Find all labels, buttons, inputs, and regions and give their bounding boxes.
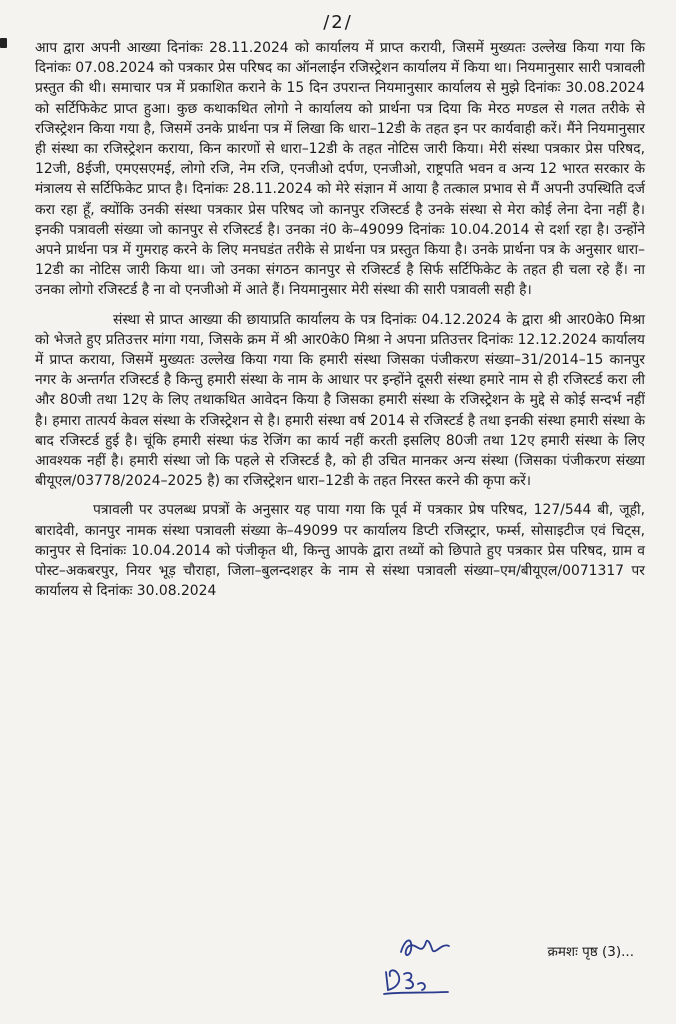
page-number: /2/ [323, 12, 353, 33]
document-body [35, 38, 645, 610]
margin-mark [0, 38, 7, 48]
signature-initials-2 [378, 962, 453, 1000]
signature-initials-1 [395, 930, 455, 964]
paragraph-2: संस्था से प्राप्त आख्या की छायाप्रति कार्यालय के पत्र दिनांकः 04.12.2024 के द्वारा श्री आर0के0 मिश्रा को भेजते हुए प्रतिउत्तर मांगा गया, जिसके क्रम में श्री आर0के0 मिश्रा ने अपना प्रतिउत्तर दिनांकः 12.12.2024 कार्यालय में प्राप्त कराया, जिसमें मुख्यतः उल्लेख किया गया कि हमारी संस्था जिसका पंजीकरण संख्या–31/2014–15 कानपुर नगर के अन्तर्गत रजिस्टर्ड है किन्तु हमारी संस्था के नाम के आधार पर इन्होंने दूसरी संस्था हमारे नाम से ही रजिस्टर्ड करा ली और 80जी तथा 12ए के लिए तथाकथित आवेदन किया है जिसका हमारी संस्था के रजिस्ट्रेशन के मुद्दे से कोई सन्दर्भ नहीं है। हमारा तात्पर्य केवल संस्था के रजिस्ट्रेशन से है। हमारी संस्था वर्ष 2014 से रजिस्टर्ड है तथा इनकी संस्था हमारी संस्था के बाद रजिस्टर्ड हुई है। चूंकि हमारी संस्था फंड रेजिंग का कार्य नहीं करती इसलिए 80जी तथा 12ए हमारी संस्था के लिए आवश्यक नहीं है। हमारी संस्था जो कि पहले से रजिस्टर्ड है, को ही उचित मानकर अन्य संस्था (जिसका पंजीकरण संख्या बीयूएल/03778/2024–2025 है) का रजिस्ट्रेशन धारा–12डी के तहत निरस्त करने की कृपा करें। [35, 311, 645, 490]
paragraph-1: आप द्वारा अपनी आख्या दिनांकः 28.11.2024 को कार्यालय में प्राप्त करायी, जिसमें मुख्यतः उल्लेख किया गया कि दिनांकः 07.08.2024 को पत्रकार प्रेस परिषद का ऑनलाईन रजिस्ट्रेशन कार्यालय में किया था। नियमानुसार सारी पत्रावली प्रस्तुत की थी। समाचार पत्र में प्रकाशित कराने के 15 दिन उपरान्त नियमानुसार कार्यालय से मुझे दिनांकः 30.08.2024 को सर्टिफिकेट प्राप्त हुआ। कुछ कथाकथित लोगो ने कार्यालय को प्रार्थना पत्र दिया कि मेरठ मण्डल से गलत तरीके से रजिस्ट्रेशन किया गया है, जिसमें उनके प्रार्थना पत्र में लिखा कि धारा–12डी के तहत इन पर कार्यवाही करें। मैंने नियमानुसार ही संस्था का रजिस्ट्रेशन कराया, किन कारणों से धारा–12डी के तहत नोटिस जारी किया। मेरी संस्था पत्रकार प्रेस परिषद, 12जी, 8ईजी, एमएसएमई, लोगो रजि, नेम रजि, एनजीओ दर्पण, एनजीओ, राष्ट्रपति भवन व अन्य 12 भारत सरकार के मंत्रालय से सर्टिफिकेट प्राप्त है। दिनांकः 28.11.2024 को मेरे संज्ञान में आया है तत्काल प्रभाव से मैं अपनी उपस्थिति दर्ज करा रहा हूँ, क्योंकि उनकी संस्था पत्रकार प्रेस परिषद जो कानपुर रजिस्टर्ड है उनके संस्था से मेरा कोई लेना देना नहीं है। इनकी पत्रावली संख्या जो कानपुर से रजिस्टर्ड है। उनका नं0 के–49099 दिनांकः 10.04.2014 से दर्शा रहा है। उन्होंने अपने प्रार्थना पत्र में गुमराह करने के लिए मनघडंत तरीके से प्रार्थना पत्र प्रस्तुत किया है। उनके प्रार्थना पत्र के अनुसार धारा–12डी का नोटिस जारी किया था। जो उनका संगठन कानपुर से रजिस्टर्ड है सिर्फ सर्टिफिकेट के तहत ही चला रहे हैं। ना उनका लोगो रजिस्टर्ड है ना वो एनजीओ में आते हैं। नियमानुसार मेरी संस्था की सारी पत्रावली सही है। [35, 40, 645, 299]
continued-note: क्रमशः पृष्ठ (3)... [547, 944, 634, 960]
paragraph-3: पत्रावली पर उपलब्ध प्रपत्रों के अनुसार यह पाया गया कि पूर्व में पत्रकार प्रेष परिषद, 127/544 बी, जूही, बारादेवी, कानपुर नामक संस्था पत्रावली संख्या के–49099 पर कार्यालय डिप्टी रजिस्ट्रार, फर्म्स, सोसाइटीज एवं चिट्स, कानुपर से दिनांकः 10.04.2014 को पंजीकृत थी, किन्तु आपके द्वारा तथ्यों को छिपाते हुए पत्रकार प्रेस परिषद, ग्राम व पोस्ट–अकबरपुर, नियर भूड़ चौराहा, जिला–बुलन्दशहर के नाम से संस्था पत्रावली संख्या–एम/बीयूएल/0071317 पर कार्यालय से दिनांकः 30.08.2024 [35, 502, 645, 600]
